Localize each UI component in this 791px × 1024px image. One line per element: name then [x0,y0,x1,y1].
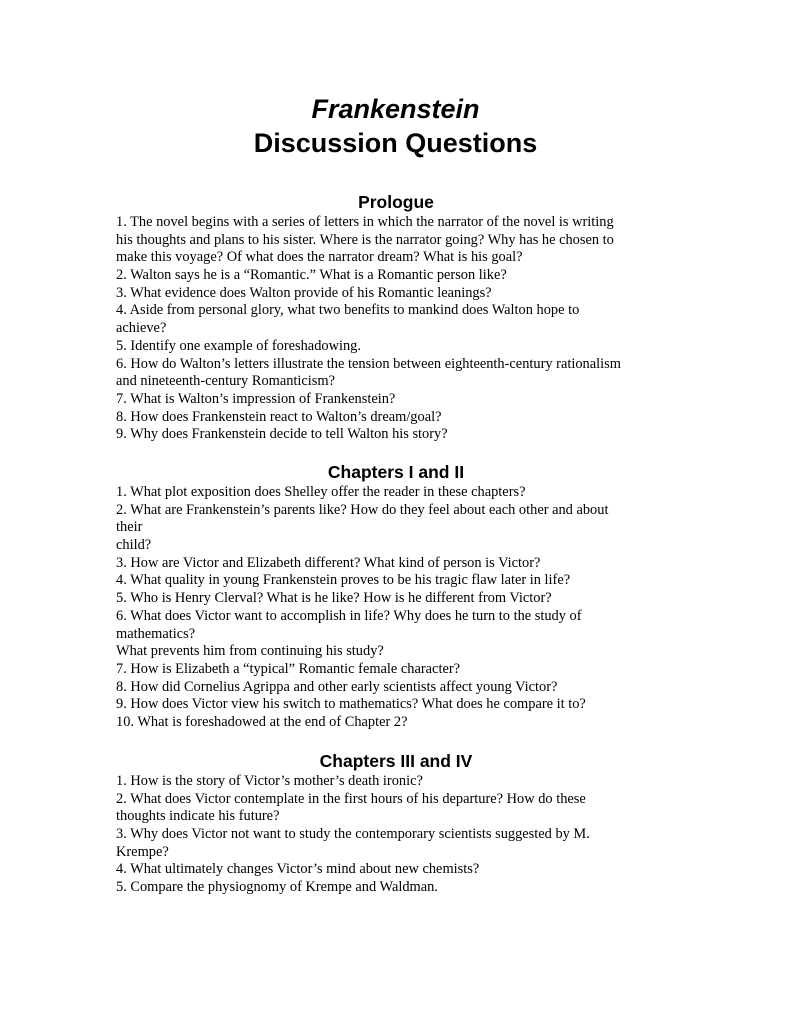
question-line: and nineteenth-century Romanticism? [116,373,335,390]
question-line: 3. Why does Victor not want to study the contemporary scientists suggested by M. [116,826,590,843]
question-line: his thoughts and plans to his sister. Where is the narrator going? Why has he chosen to [116,231,614,248]
section-lines [116,214,676,444]
section-heading: Prologue [358,192,434,212]
question-line: 9. How does Victor view his switch to mathematics? What does he compare it to? [116,696,586,713]
question-line: 1. The novel begins with a series of letters in which the narrator of the novel is writing [116,214,614,230]
question-line: child? [116,537,152,554]
section-lines [116,773,676,897]
question-line: 5. Who is Henry Clerval? What is he like? How is he different from Victor? [116,590,552,607]
section-heading: Chapters III and IV [319,751,473,771]
question-line: 1. What plot exposition does Shelley offer the reader in these chapters? [116,484,526,500]
question-line: 3. What evidence does Walton provide of his Romantic leanings? [116,284,492,301]
question-line: 1. How is the story of Victor’s mother’s death ironic? [116,773,423,789]
question-line: 3. How are Victor and Elizabeth different? What kind of person is Victor? [116,554,541,571]
question-line: 8. How does Frankenstein react to Walton’s dream/goal? [116,408,442,425]
question-line: thoughts indicate his future? [116,808,280,825]
question-line: 2. Walton says he is a “Romantic.” What is a Romantic person like? [116,267,507,284]
question-line: 8. How did Cornelius Agrippa and other early scientists affect young Victor? [116,678,558,695]
question-line: 7. What is Walton’s impression of Frankenstein? [116,390,396,407]
document-title: Frankenstein [311,94,480,124]
question-line: 6. How do Walton’s letters illustrate the tension between eighteenth-century rationalism [116,355,621,372]
question-line: 4. What ultimately changes Victor’s mind about new chemists? [116,861,480,878]
question-line: their [116,519,143,536]
question-line: What prevents him from continuing his study? [116,643,384,660]
question-line: achieve? [116,320,167,337]
document-subtitle: Discussion Questions [253,128,538,158]
question-line: make this voyage? Of what does the narrator dream? What is his goal? [116,249,523,266]
question-line: 6. What does Victor want to accomplish in life? Why does he turn to the study of [116,607,582,624]
question-line: 10. What is foreshadowed at the end of Chapter 2? [116,713,408,730]
question-line: 7. How is Elizabeth a “typical” Romantic female character? [116,660,461,677]
question-line: 2. What does Victor contemplate in the first hours of his departure? How do these [116,790,586,807]
section-lines [116,484,676,732]
question-line: mathematics? [116,625,196,642]
section-prologue [116,190,676,444]
section-heading: Chapters I and II [327,462,465,482]
section-chapters-3-4 [116,749,676,897]
question-line: 5. Compare the physiognomy of Krempe and Waldman. [116,879,438,896]
question-line: 5. Identify one example of foreshadowing. [116,337,361,354]
section-chapters-1-2 [116,460,676,732]
question-line: Krempe? [116,843,169,860]
question-line: 4. Aside from personal glory, what two benefits to mankind does Walton hope to [116,302,580,319]
question-line: 9. Why does Frankenstein decide to tell Walton his story? [116,426,448,443]
question-line: 2. What are Frankenstein’s parents like? How do they feel about each other and about [116,501,609,518]
question-line: 4. What quality in young Frankenstein proves to be his tragic flaw later in life? [116,572,571,589]
